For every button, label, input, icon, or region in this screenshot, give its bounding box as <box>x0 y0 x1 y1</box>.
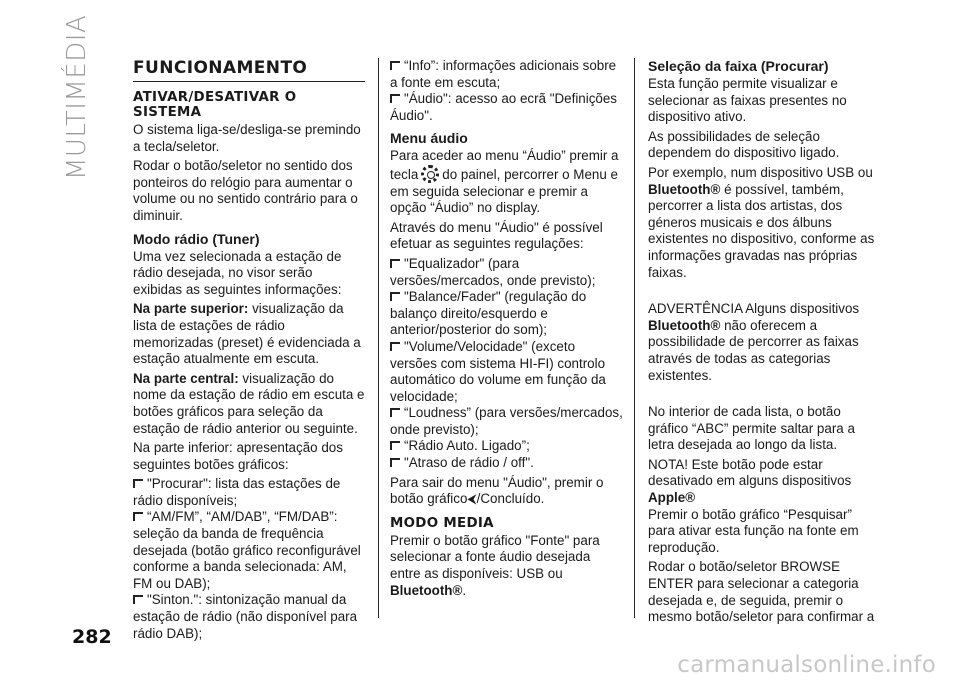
paragraph: No interior de cada lista, o botão gráfico “ABC” permite saltar para a letra desejada ao longo da lista. <box>648 404 855 453</box>
paragraph: Esta função permite visualizar e selecionar as faixas presentes no dispositivo ativo. <box>648 76 847 125</box>
section-side-title: MULTIMÉDIA <box>62 14 92 180</box>
section-heading: ATIVAR/DESATIVAR O SISTEMA <box>133 90 297 120</box>
list-item: "Balance/Fader" (regulação do balanço direito/esquerdo e anterior/posterior do som); <box>390 289 587 338</box>
paragraph: Por exemplo, num dispositivo USB ou Bluetooth® é possível, também, percorrer a lista dos artistas, dos géneros musicais e dos álbuns existentes no dispositivo, conforme as informações gravadas nas próprias faixas. <box>648 164 875 280</box>
paragraph: As possibilidades de seleção dependem do dispositivo ligado. <box>648 128 840 161</box>
spacer <box>648 284 882 301</box>
gear-icon <box>421 165 439 183</box>
paragraph: Para aceder ao menu “Áudio” premir a tecla do painel, percorrer o Menu e em seguida selecionar e premir a opção “Áudio” no display. <box>390 148 619 216</box>
list-item: “Rádio Auto. Ligado”; <box>390 438 623 455</box>
list-item: “AM/FM”, “AM/DAB”, “FM/DAB”: seleção da banda de frequência desejada (botão gráfico reconfigurável conforme a banda selecionada: AM, FM ou DAB); <box>133 509 361 591</box>
list-item: "Equalizador" (para versões/mercados, onde previsto); <box>390 255 596 288</box>
paragraph: Uma vez selecionada a estação de rádio desejada, no visor serão exibidas as seguintes informações: <box>133 248 342 297</box>
bold-lead: Na parte superior: <box>133 301 249 317</box>
paragraph: Premir o botão gráfico "Fonte" para selecionar a fonte áudio desejada entre as disponíveis: USB ou Bluetooth®. <box>390 532 600 598</box>
bold-lead: Na parte central: <box>133 370 239 386</box>
bullet-icon <box>390 342 400 351</box>
paragraph <box>133 371 365 437</box>
list-item: “Loudness” (para versões/mercados, onde previsto); <box>390 405 623 437</box>
bullet-icon <box>390 292 400 301</box>
column-middle <box>390 58 623 602</box>
section-heading: MODO MEDIA <box>390 515 494 531</box>
back-arrow-icon: ⮜ <box>467 491 477 507</box>
paragraph: NOTA! Este botão pode estar desativado em alguns dispositivos Apple® <box>648 456 852 506</box>
main-heading: FUNCIONAMENTO <box>133 58 365 82</box>
paragraph <box>133 301 365 367</box>
paragraph: Premir o botão gráfico “Pesquisar” para ativar esta função na fonte em reprodução. <box>648 506 859 555</box>
column-right <box>648 58 882 629</box>
watermark: carmanualsonline.info <box>677 652 936 678</box>
paragraph-text: visualização do nome da estação de rádio em escuta e botões gráficos para seleção da estação de rádio anterior ou seguinte. <box>133 370 365 436</box>
bullet-icon <box>133 595 143 604</box>
paragraph: Através do menu "Áudio" é possível efetuar as seguintes regulações: <box>390 219 603 252</box>
list-item: "Atraso de rádio / off". <box>390 455 623 472</box>
column-divider <box>634 58 635 618</box>
bullet-icon <box>390 408 400 417</box>
list-item: “Info”: informações adicionais sobre a fonte em escuta; <box>390 58 617 90</box>
subheading: Seleção da faixa (Procurar) <box>648 58 829 74</box>
bullet-icon <box>133 479 143 488</box>
bullet-icon <box>390 458 400 467</box>
list-item: "Procurar": lista das estações de rádio disponíveis; <box>133 476 341 508</box>
paragraph: Rodar o botão/seletor no sentido dos ponteiros do relógio para aumentar o volume ou no sentido contrário para o diminuir. <box>133 158 358 223</box>
bullet-icon <box>133 512 143 521</box>
paragraph: Para sair do menu "Áudio", premir o botão gráfico⮜/Concluído. <box>390 474 604 507</box>
page-number: 282 <box>72 626 112 648</box>
paragraph: Rodar o botão/seletor BROWSE ENTER para selecionar a categoria desejada e, de seguida, premir o mesmo botão/seletor para confirmar a <box>648 559 875 625</box>
column-divider <box>378 58 379 618</box>
subheading: Menu áudio <box>390 130 468 147</box>
bullet-icon <box>390 94 400 103</box>
paragraph: ADVERTÊNCIA Alguns dispositivos Bluetooth® não oferecem a possibilidade de percorrer as faixas através de todas as categorias existentes. <box>648 301 860 383</box>
paragraph-text: visualização da lista de estações de rádio memorizadas (preset) é evidenciada a estação atualmente em escuta. <box>133 301 361 367</box>
bullet-icon <box>390 61 400 70</box>
bullet-icon <box>390 441 400 450</box>
paragraph: Na parte inferior: apresentação dos seguintes botões gráficos: <box>133 440 343 472</box>
subheading: Modo rádio (Tuner) <box>133 230 260 247</box>
list-item: "Áudio": acesso ao ecrã "Definições Áudio". <box>390 91 618 123</box>
list-item: "Sinton.": sintonização manual da estação de rádio (não disponível para rádio DAB); <box>133 592 358 641</box>
list-item: "Volume/Velocidade" (exceto versões com sistema HI-FI) controlo automático do volume em função da velocidade; <box>390 338 606 404</box>
spacer <box>648 387 882 404</box>
column-left <box>133 58 365 642</box>
bullet-icon <box>390 259 400 268</box>
paragraph: O sistema liga-se/desliga-se premindo a tecla/seletor. <box>133 122 361 154</box>
